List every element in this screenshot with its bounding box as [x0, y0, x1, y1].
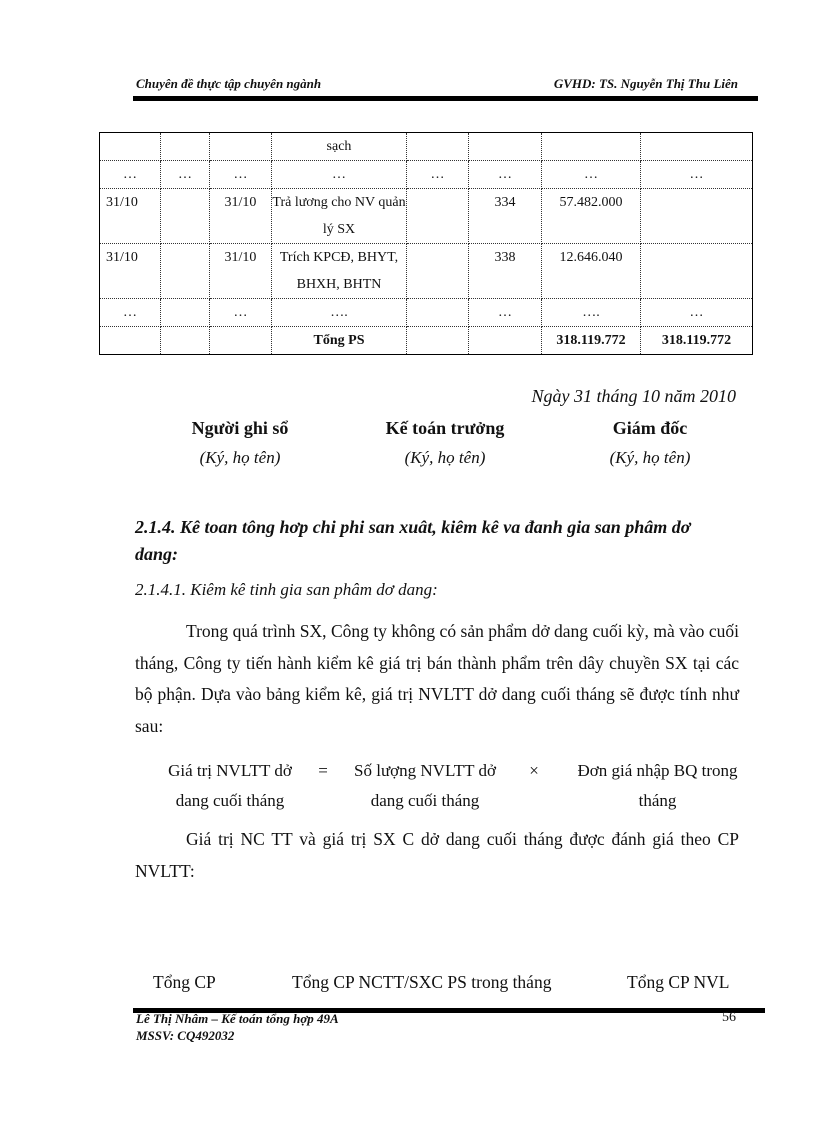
table-cell: sạch: [272, 133, 407, 161]
signature-block: [550, 418, 750, 468]
table-cell: …: [100, 161, 161, 189]
table-cell: 31/10: [100, 189, 161, 244]
table-row: [100, 244, 753, 299]
table-cell: 12.646.040: [542, 244, 641, 299]
table-cell: …: [469, 299, 542, 327]
section-heading: 2.1.4. Kê toan tông hơp chi phi san xuât, kiêm kê va đanh gia san phâm dơ dang:: [135, 517, 691, 564]
formula-term: Đơn giá nhập BQ trong tháng: [577, 761, 738, 810]
table-cell: 31/10: [210, 189, 272, 244]
signature-block: [140, 418, 340, 468]
footer-author: Lê Thị Nhâm – Kế toán tổng hợp 49A MSSV: CQ492032: [136, 1011, 339, 1043]
signature-title: Người ghi sổ: [191, 418, 289, 438]
table-cell: [407, 133, 469, 161]
table-cell: [641, 244, 753, 299]
table-cell: …: [641, 161, 753, 189]
table-cell: [469, 327, 542, 355]
table-cell: [641, 133, 753, 161]
signature-title: Giám đốc: [612, 418, 688, 438]
table-row: [100, 299, 753, 327]
table-cell: [161, 244, 210, 299]
subsection-heading: 2.1.4.1. Kiêm kê tinh gia san phâm dơ dang:: [135, 580, 438, 599]
table-cell: 31/10: [100, 244, 161, 299]
formula-term: Tổng CP NCTT/SXC PS trong tháng: [292, 972, 552, 992]
table-cell: [407, 189, 469, 244]
signature-note: (Ký, họ tên): [609, 448, 691, 467]
table-row: [100, 189, 753, 244]
signature-note: (Ký, họ tên): [404, 448, 486, 467]
table-cell: …: [161, 161, 210, 189]
table-cell: …: [210, 299, 272, 327]
signature-title: Kế toán trưởng: [385, 418, 505, 438]
formula-term: Tổng CP: [153, 972, 216, 992]
table-cell: [161, 189, 210, 244]
table-cell: [641, 189, 753, 244]
date-line: Ngày 31 tháng 10 năm 2010: [531, 386, 736, 406]
header-rule: [133, 96, 758, 101]
table-cell: [210, 327, 272, 355]
table-cell: [407, 244, 469, 299]
table-cell: 31/10: [210, 244, 272, 299]
signature-block: [345, 418, 545, 468]
table-cell: …: [407, 161, 469, 189]
table-cell: 334: [469, 189, 542, 244]
formula-term: Tổng CP NVL: [627, 972, 730, 992]
table-cell: [210, 133, 272, 161]
formula-term: Số lượng NVLTT dở dang cuối tháng: [354, 761, 496, 810]
table-cell-total-label: Tổng PS: [272, 327, 407, 355]
equals-sign: =: [318, 761, 328, 780]
table-cell: [469, 133, 542, 161]
table-row: [100, 161, 753, 189]
formula-term: Giá trị NVLTT dở dang cuối tháng: [168, 761, 292, 810]
ledger-table: [99, 132, 753, 355]
paragraph: Trong quá trình SX, Công ty không có sản phẩm dở dang cuối kỳ, mà vào cuối tháng, Công ty tiến hành kiểm kê giá trị bán thành phẩm trên dây chuyền SX tại các bộ phận. Dựa vào bảng kiểm kê, giá trị NVLTT dở dang cuối tháng sẽ được tính như sau:: [135, 621, 739, 736]
table-cell: [161, 299, 210, 327]
table-cell: …: [469, 161, 542, 189]
header-title: Chuyên đề thực tập chuyên ngành: [136, 76, 322, 91]
table-cell: Trích KPCĐ, BHYT, BHXH, BHTN: [272, 244, 407, 299]
table-cell: [161, 133, 210, 161]
table-cell-total-debit: 318.119.772: [542, 327, 641, 355]
table-cell: …: [542, 161, 641, 189]
table-cell: ….: [272, 299, 407, 327]
table-cell: …: [100, 299, 161, 327]
header-supervisor: GVHD: TS. Nguyễn Thị Thu Liên: [553, 76, 738, 91]
table-cell: …: [272, 161, 407, 189]
table-cell: [407, 299, 469, 327]
paragraph: Giá trị NC TT và giá trị SX C dở dang cuối tháng được đánh giá theo CP NVLTT:: [135, 829, 739, 881]
table-cell-total-credit: 318.119.772: [641, 327, 753, 355]
multiply-sign: ×: [529, 761, 539, 780]
table-cell: ….: [542, 299, 641, 327]
table-row-total: [100, 327, 753, 355]
table-cell: 338: [469, 244, 542, 299]
page-number: 56: [722, 1010, 736, 1025]
table-row: [100, 133, 753, 161]
table-cell: [161, 327, 210, 355]
table-cell: [407, 327, 469, 355]
table-cell: …: [641, 299, 753, 327]
table-cell: 57.482.000: [542, 189, 641, 244]
signature-note: (Ký, họ tên): [199, 448, 281, 467]
table-cell: [100, 327, 161, 355]
table-cell: …: [210, 161, 272, 189]
table-cell: Trả lương cho NV quản lý SX: [272, 189, 407, 244]
table-cell: [542, 133, 641, 161]
table-cell: [100, 133, 161, 161]
